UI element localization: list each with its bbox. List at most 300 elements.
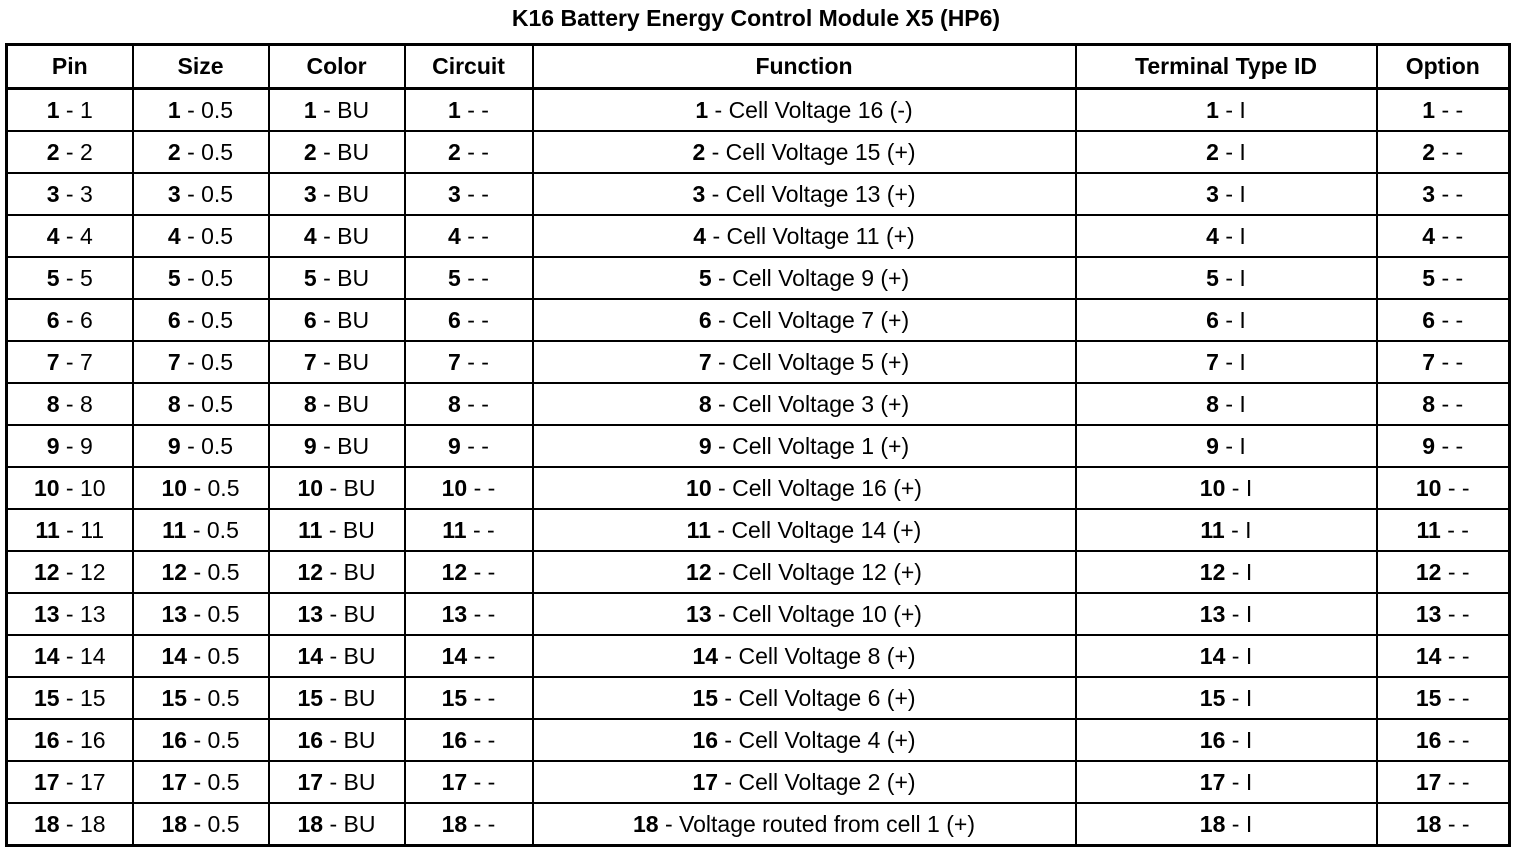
cell-size-text: - 0.5 (187, 768, 240, 795)
cell-pin (7, 635, 133, 677)
cell-function-text: - Cell Voltage 1 (+) (711, 432, 910, 459)
cell-option (1377, 89, 1510, 132)
cell-option-text: - - (1435, 348, 1464, 375)
cell-option-text: - - (1440, 516, 1469, 543)
row-number: 8 (167, 390, 181, 417)
cell-function (533, 131, 1076, 173)
table-row (7, 215, 1510, 257)
row-number: 12 (161, 558, 188, 585)
cell-size (133, 383, 269, 425)
cell-size (133, 551, 269, 593)
cell-size (133, 719, 269, 761)
cell-color-text: - BU (323, 474, 376, 501)
row-number: 6 (448, 306, 461, 333)
row-number: 16 (33, 726, 60, 753)
header-terminal-type-id: Terminal Type ID (1076, 45, 1377, 89)
cell-circuit-text: - - (467, 726, 496, 753)
cell-color (269, 719, 405, 761)
row-number: 11 (1416, 516, 1441, 543)
cell-option-text: - - (1435, 264, 1464, 291)
cell-circuit (405, 131, 533, 173)
row-number: 5 (303, 264, 317, 291)
table-row (7, 677, 1510, 719)
table-row (7, 425, 1510, 467)
table-row (7, 89, 1510, 132)
cell-size (133, 173, 269, 215)
cell-size-text: - 0.5 (180, 348, 234, 375)
cell-function-text: - Cell Voltage 6 (+) (718, 684, 916, 711)
cell-terminal-type-id-text: - I (1218, 264, 1246, 291)
cell-size-text: - 0.5 (180, 222, 234, 249)
cell-circuit (405, 509, 533, 551)
row-number: 3 (448, 180, 461, 207)
cell-pin (7, 425, 133, 467)
cell-option (1377, 761, 1510, 803)
cell-circuit (405, 173, 533, 215)
cell-color-text: - BU (316, 222, 370, 249)
cell-option-text: - - (1435, 180, 1464, 207)
cell-circuit-text: - - (467, 684, 496, 711)
row-number: 11 (35, 516, 60, 543)
cell-size-text: - 0.5 (187, 474, 240, 501)
cell-color (269, 383, 405, 425)
cell-color-text: - BU (316, 348, 370, 375)
row-number: 3 (692, 180, 706, 207)
cell-option (1377, 467, 1510, 509)
row-number: 8 (1422, 390, 1436, 417)
cell-circuit (405, 383, 533, 425)
row-number: 9 (698, 432, 712, 459)
cell-option (1377, 551, 1510, 593)
cell-option (1377, 131, 1510, 173)
cell-option (1377, 341, 1510, 383)
cell-function (533, 257, 1076, 299)
cell-pin (7, 257, 133, 299)
cell-circuit-text: - - (467, 474, 496, 501)
cell-size (133, 257, 269, 299)
row-number: 5 (167, 264, 181, 291)
cell-function-text: - Cell Voltage 3 (+) (711, 390, 910, 417)
row-number: 1 (46, 96, 60, 123)
cell-color (269, 677, 405, 719)
cell-option (1377, 215, 1510, 257)
cell-pin (7, 383, 133, 425)
row-number: 12 (297, 558, 324, 585)
cell-function-text: - Cell Voltage 16 (+) (711, 474, 922, 501)
cell-option-text: - - (1441, 768, 1470, 795)
row-number: 13 (161, 600, 188, 627)
cell-pin-text: - 10 (59, 474, 106, 501)
row-number: 7 (448, 348, 461, 375)
table-row (7, 803, 1510, 846)
cell-option (1377, 677, 1510, 719)
row-number: 16 (692, 726, 719, 753)
row-number: 1 (303, 96, 317, 123)
row-number: 8 (1206, 390, 1219, 417)
row-number: 13 (441, 600, 468, 627)
cell-pin (7, 299, 133, 341)
cell-pin (7, 719, 133, 761)
cell-size (133, 509, 269, 551)
cell-function (533, 425, 1076, 467)
row-number: 3 (303, 180, 317, 207)
cell-circuit-text: - - (460, 96, 489, 123)
cell-terminal-type-id-text: - I (1225, 684, 1253, 711)
cell-pin-text: - 3 (59, 180, 93, 207)
row-number: 18 (33, 810, 60, 837)
cell-terminal-type-id-text: - I (1218, 222, 1246, 249)
cell-option-text: - - (1441, 558, 1470, 585)
table-row (7, 131, 1510, 173)
row-number: 2 (46, 138, 60, 165)
row-number: 8 (303, 390, 317, 417)
cell-function-text: - Cell Voltage 15 (+) (705, 138, 916, 165)
header-circuit: Circuit (405, 45, 533, 89)
cell-function-text: - Voltage routed from cell 1 (+) (658, 810, 975, 837)
cell-terminal-type-id (1076, 551, 1377, 593)
row-number: 3 (46, 180, 60, 207)
cell-terminal-type-id-text: - I (1218, 180, 1246, 207)
row-number: 17 (692, 768, 719, 795)
cell-function-text: - Cell Voltage 16 (-) (708, 96, 913, 123)
row-number: 13 (1199, 600, 1226, 627)
cell-size-text: - 0.5 (180, 96, 234, 123)
cell-option (1377, 803, 1510, 846)
cell-option-text: - - (1435, 138, 1464, 165)
cell-terminal-type-id-text: - I (1225, 558, 1253, 585)
cell-function (533, 635, 1076, 677)
row-number: 2 (1206, 138, 1219, 165)
cell-pin (7, 803, 133, 846)
row-number: 16 (1199, 726, 1226, 753)
cell-pin (7, 677, 133, 719)
cell-color-text: - BU (322, 516, 375, 543)
cell-function (533, 299, 1076, 341)
cell-pin-text: - 18 (59, 810, 106, 837)
row-number: 18 (161, 810, 188, 837)
cell-circuit-text: - - (467, 810, 496, 837)
cell-terminal-type-id (1076, 719, 1377, 761)
row-number: 4 (448, 222, 461, 249)
cell-option-text: - - (1435, 306, 1464, 333)
row-number: 2 (448, 138, 461, 165)
cell-option (1377, 719, 1510, 761)
row-number: 3 (1422, 180, 1436, 207)
cell-circuit (405, 803, 533, 846)
row-number: 12 (33, 558, 60, 585)
cell-size (133, 467, 269, 509)
row-number: 5 (1206, 264, 1219, 291)
row-number: 10 (686, 474, 712, 501)
cell-size (133, 131, 269, 173)
cell-color-text: - BU (323, 600, 376, 627)
cell-circuit-text: - - (467, 768, 496, 795)
cell-size-text: - 0.5 (180, 390, 234, 417)
cell-function-text: - Cell Voltage 7 (+) (711, 306, 910, 333)
row-number: 18 (297, 810, 324, 837)
row-number: 7 (1206, 348, 1219, 375)
row-number: 18 (441, 810, 468, 837)
row-number: 16 (441, 726, 468, 753)
cell-circuit (405, 257, 533, 299)
cell-size (133, 635, 269, 677)
cell-function (533, 341, 1076, 383)
cell-circuit (405, 89, 533, 132)
cell-size-text: - 0.5 (180, 264, 234, 291)
row-number: 13 (297, 600, 324, 627)
cell-terminal-type-id (1076, 803, 1377, 846)
cell-color-text: - BU (323, 558, 376, 585)
cell-pin (7, 509, 133, 551)
row-number: 11 (686, 516, 711, 543)
table-row (7, 467, 1510, 509)
row-number: 2 (692, 138, 706, 165)
cell-pin-text: - 9 (59, 432, 93, 459)
cell-terminal-type-id-text: - I (1225, 810, 1253, 837)
cell-size-text: - 0.5 (187, 684, 240, 711)
cell-pin (7, 593, 133, 635)
cell-option (1377, 383, 1510, 425)
cell-color (269, 173, 405, 215)
cell-color (269, 341, 405, 383)
cell-pin (7, 467, 133, 509)
cell-pin-text: - 14 (59, 642, 106, 669)
cell-circuit (405, 341, 533, 383)
row-number: 14 (441, 642, 468, 669)
cell-pin (7, 551, 133, 593)
cell-color (269, 257, 405, 299)
cell-color-text: - BU (316, 180, 370, 207)
cell-size (133, 677, 269, 719)
row-number: 15 (441, 684, 468, 711)
row-number: 18 (633, 810, 659, 837)
row-number: 4 (1206, 222, 1219, 249)
cell-function-text: - Cell Voltage 11 (+) (706, 222, 915, 249)
cell-pin-text: - 13 (59, 600, 106, 627)
row-number: 15 (161, 684, 188, 711)
table-row (7, 173, 1510, 215)
cell-color (269, 803, 405, 846)
row-number: 10 (1199, 474, 1226, 501)
cell-option (1377, 173, 1510, 215)
cell-terminal-type-id (1076, 257, 1377, 299)
row-number: 11 (442, 516, 467, 543)
cell-function (533, 383, 1076, 425)
cell-color-text: - BU (323, 726, 376, 753)
row-number: 4 (693, 222, 707, 249)
row-number: 14 (33, 642, 60, 669)
row-number: 6 (1206, 306, 1219, 333)
row-number: 12 (441, 558, 468, 585)
row-number: 15 (692, 684, 719, 711)
cell-color-text: - BU (316, 390, 370, 417)
cell-size-text: - 0.5 (180, 138, 234, 165)
cell-option (1377, 593, 1510, 635)
table-row (7, 719, 1510, 761)
header-function: Function (533, 45, 1076, 89)
row-number: 1 (167, 96, 181, 123)
row-number: 17 (1199, 768, 1226, 795)
row-number: 9 (1422, 432, 1436, 459)
row-number: 4 (46, 222, 60, 249)
row-number: 15 (1199, 684, 1226, 711)
row-number: 14 (1199, 642, 1226, 669)
cell-size-text: - 0.5 (186, 516, 239, 543)
pinout-table (5, 43, 1511, 847)
cell-circuit (405, 761, 533, 803)
cell-option (1377, 257, 1510, 299)
row-number: 8 (46, 390, 60, 417)
cell-size-text: - 0.5 (180, 306, 234, 333)
cell-function (533, 89, 1076, 132)
row-number: 12 (1415, 558, 1442, 585)
row-number: 16 (1415, 726, 1442, 753)
cell-circuit (405, 467, 533, 509)
cell-color (269, 761, 405, 803)
row-number: 5 (448, 264, 461, 291)
row-number: 9 (46, 432, 60, 459)
cell-color (269, 89, 405, 132)
cell-circuit-text: - - (460, 180, 489, 207)
row-number: 9 (303, 432, 317, 459)
cell-option (1377, 425, 1510, 467)
row-number: 2 (303, 138, 317, 165)
cell-color (269, 215, 405, 257)
row-number: 8 (448, 390, 461, 417)
cell-function (533, 551, 1076, 593)
cell-color-text: - BU (316, 96, 370, 123)
table-row (7, 257, 1510, 299)
cell-color (269, 425, 405, 467)
cell-color-text: - BU (323, 810, 376, 837)
row-number: 7 (1422, 348, 1436, 375)
cell-size (133, 341, 269, 383)
cell-terminal-type-id-text: - I (1218, 390, 1246, 417)
row-number: 1 (1206, 96, 1219, 123)
header-color: Color (269, 45, 405, 89)
cell-pin-text: - 1 (59, 96, 93, 123)
cell-function-text: - Cell Voltage 10 (+) (711, 600, 922, 627)
cell-pin (7, 131, 133, 173)
table-row (7, 299, 1510, 341)
cell-circuit-text: - - (460, 264, 489, 291)
cell-size (133, 593, 269, 635)
row-number: 5 (698, 264, 712, 291)
cell-pin-text: - 8 (59, 390, 93, 417)
row-number: 10 (441, 474, 468, 501)
cell-circuit (405, 719, 533, 761)
cell-pin-text: - 15 (59, 684, 106, 711)
cell-pin-text: - 12 (59, 558, 106, 585)
cell-pin-text: - 2 (59, 138, 93, 165)
cell-terminal-type-id (1076, 467, 1377, 509)
cell-option-text: - - (1435, 96, 1464, 123)
row-number: 6 (1422, 306, 1436, 333)
cell-size-text: - 0.5 (187, 726, 240, 753)
cell-size (133, 215, 269, 257)
cell-color-text: - BU (323, 684, 376, 711)
header-option: Option (1377, 45, 1510, 89)
row-number: 11 (162, 516, 187, 543)
cell-color-text: - BU (316, 432, 370, 459)
table-row (7, 341, 1510, 383)
row-number: 1 (1422, 96, 1436, 123)
row-number: 7 (167, 348, 181, 375)
cell-size-text: - 0.5 (180, 180, 234, 207)
row-number: 11 (298, 516, 323, 543)
row-number: 9 (1206, 432, 1219, 459)
row-number: 13 (1415, 600, 1442, 627)
cell-circuit-text: - - (460, 432, 489, 459)
cell-function-text: - Cell Voltage 2 (+) (718, 768, 916, 795)
cell-circuit (405, 425, 533, 467)
cell-circuit-text: - - (460, 306, 489, 333)
cell-circuit-text: - - (466, 516, 495, 543)
cell-color-text: - BU (323, 642, 376, 669)
cell-circuit (405, 299, 533, 341)
row-number: 10 (1415, 474, 1442, 501)
cell-terminal-type-id (1076, 383, 1377, 425)
cell-function (533, 509, 1076, 551)
table-row (7, 635, 1510, 677)
row-number: 9 (448, 432, 461, 459)
row-number: 18 (1415, 810, 1442, 837)
row-number: 11 (1200, 516, 1225, 543)
row-number: 8 (698, 390, 712, 417)
cell-size (133, 299, 269, 341)
row-number: 7 (303, 348, 317, 375)
row-number: 12 (686, 558, 712, 585)
row-number: 6 (303, 306, 317, 333)
cell-function-text: - Cell Voltage 8 (+) (718, 642, 916, 669)
row-number: 16 (297, 726, 324, 753)
row-number: 16 (161, 726, 188, 753)
cell-size-text: - 0.5 (187, 558, 240, 585)
table-row (7, 551, 1510, 593)
row-number: 10 (161, 474, 188, 501)
cell-function (533, 719, 1076, 761)
table-header-row (7, 45, 1510, 89)
cell-function (533, 215, 1076, 257)
cell-circuit (405, 677, 533, 719)
cell-terminal-type-id-text: - I (1225, 726, 1253, 753)
page-title: K16 Battery Energy Control Module X5 (HP6) (511, 5, 1001, 31)
cell-circuit (405, 593, 533, 635)
table-row (7, 383, 1510, 425)
row-number: 14 (297, 642, 324, 669)
row-number: 13 (33, 600, 60, 627)
row-number: 1 (695, 96, 709, 123)
cell-color-text: - BU (323, 768, 376, 795)
cell-size-text: - 0.5 (187, 600, 240, 627)
cell-circuit-text: - - (467, 558, 496, 585)
cell-circuit-text: - - (467, 600, 496, 627)
cell-terminal-type-id (1076, 425, 1377, 467)
row-number: 4 (1422, 222, 1436, 249)
cell-terminal-type-id (1076, 341, 1377, 383)
cell-option (1377, 509, 1510, 551)
row-number: 14 (692, 642, 719, 669)
row-number: 6 (46, 306, 60, 333)
cell-color (269, 509, 405, 551)
cell-circuit-text: - - (460, 222, 489, 249)
row-number: 12 (1199, 558, 1226, 585)
cell-size-text: - 0.5 (187, 642, 240, 669)
cell-color-text: - BU (316, 264, 370, 291)
row-number: 17 (297, 768, 324, 795)
cell-terminal-type-id-text: - I (1218, 96, 1246, 123)
cell-option (1377, 635, 1510, 677)
